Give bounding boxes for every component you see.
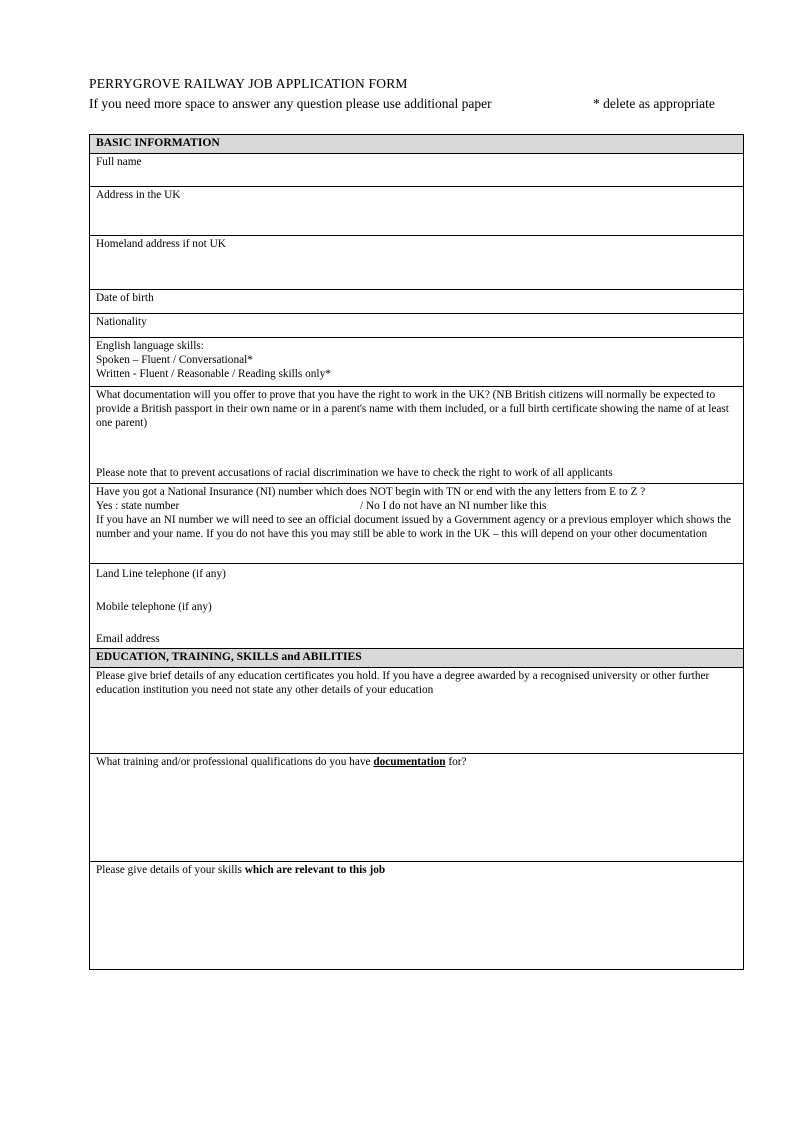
training-question: What training and/or professional qualifications do you have xyxy=(96,756,371,768)
email-label: Email address xyxy=(96,633,160,645)
homeland-address-field[interactable] xyxy=(90,236,744,290)
documentation-question: What documentation will you offer to prove that you have the right to work in the UK? (NB British citizens will normally be expected to provide a British passport in their own name or in a parent's name with them included, or a full birth certificate showing the name of at least one parent) xyxy=(96,389,729,429)
nationality-field[interactable] xyxy=(90,314,744,338)
landline-label: Land Line telephone (if any) xyxy=(96,568,226,580)
field-label: Address in the UK xyxy=(96,189,181,201)
address-uk-field[interactable] xyxy=(90,187,744,236)
discrimination-note: Please note that to prevent accusations of racial discrimination we have to check the right to work of all applicants xyxy=(96,467,613,479)
section-title: BASIC INFORMATION xyxy=(90,135,744,154)
spoken-options: Spoken – Fluent / Conversational* xyxy=(96,354,253,366)
dob-field[interactable] xyxy=(90,290,744,314)
section-header-education xyxy=(90,649,744,668)
application-form-table xyxy=(89,134,744,970)
field-row-full-name xyxy=(90,154,744,187)
field-row-skills xyxy=(90,862,744,970)
written-options: Written - Fluent / Reasonable / Reading skills only* xyxy=(96,368,331,380)
section-header-basic xyxy=(90,135,744,154)
contact-field[interactable] xyxy=(90,564,744,649)
certificates-field[interactable] xyxy=(90,668,744,754)
answer-space xyxy=(96,430,737,466)
field-label: Homeland address if not UK xyxy=(96,238,226,250)
ni-note: If you have an NI number we will need to see an official document issued by a Government agency or a previous employer which shows the number and your name. If you do not have this you may still be able to work in the UK – this will depend on your other documentation xyxy=(96,514,732,540)
documentation-field[interactable] xyxy=(90,387,744,484)
english-skills-field[interactable] xyxy=(90,338,744,387)
section-title: EDUCATION, TRAINING, SKILLS and ABILITIES xyxy=(90,649,744,668)
field-row-dob xyxy=(90,290,744,314)
ni-number-field[interactable] xyxy=(90,484,744,564)
full-name-field[interactable] xyxy=(90,154,744,187)
field-row-training xyxy=(90,754,744,862)
field-row-homeland-address xyxy=(90,236,744,290)
field-row-address-uk xyxy=(90,187,744,236)
field-label: Full name xyxy=(96,156,142,168)
field-row-contact xyxy=(90,564,744,649)
ni-options xyxy=(96,499,737,513)
additional-paper-note: If you need more space to answer any question please use additional paper xyxy=(89,96,492,111)
form-title: PERRYGROVE RAILWAY JOB APPLICATION FORM xyxy=(89,76,408,91)
field-row-documentation xyxy=(90,387,744,484)
field-row-ni-number xyxy=(90,484,744,564)
skills-emphasis: which are relevant to this job xyxy=(244,864,386,876)
training-field[interactable] xyxy=(90,754,744,862)
skills-question: Please give details of your skills xyxy=(96,864,242,876)
field-label: Date of birth xyxy=(96,292,154,304)
field-label: Nationality xyxy=(96,316,147,328)
training-emphasis: documentation xyxy=(373,756,446,768)
delete-note: * delete as appropriate xyxy=(593,96,715,111)
field-row-english xyxy=(90,338,744,387)
ni-question: Have you got a National Insurance (NI) number which does NOT begin with TN or end with the any letters from E to Z ? xyxy=(96,486,646,498)
training-question-end: for? xyxy=(448,756,467,768)
certificates-question: Please give brief details of any education certificates you hold. If you have a degree awarded by a recognised university or other further education institution you need not state any other details of your education xyxy=(96,670,710,696)
field-row-certificates xyxy=(90,668,744,754)
ni-yes-option[interactable]: Yes : state number xyxy=(96,500,180,512)
field-row-nationality xyxy=(90,314,744,338)
skills-field[interactable] xyxy=(90,862,744,970)
mobile-label: Mobile telephone (if any) xyxy=(96,601,212,613)
english-heading: English language skills: xyxy=(96,340,204,352)
form-instructions xyxy=(89,96,729,112)
ni-no-option[interactable]: / No I do not have an NI number like this xyxy=(360,500,547,512)
